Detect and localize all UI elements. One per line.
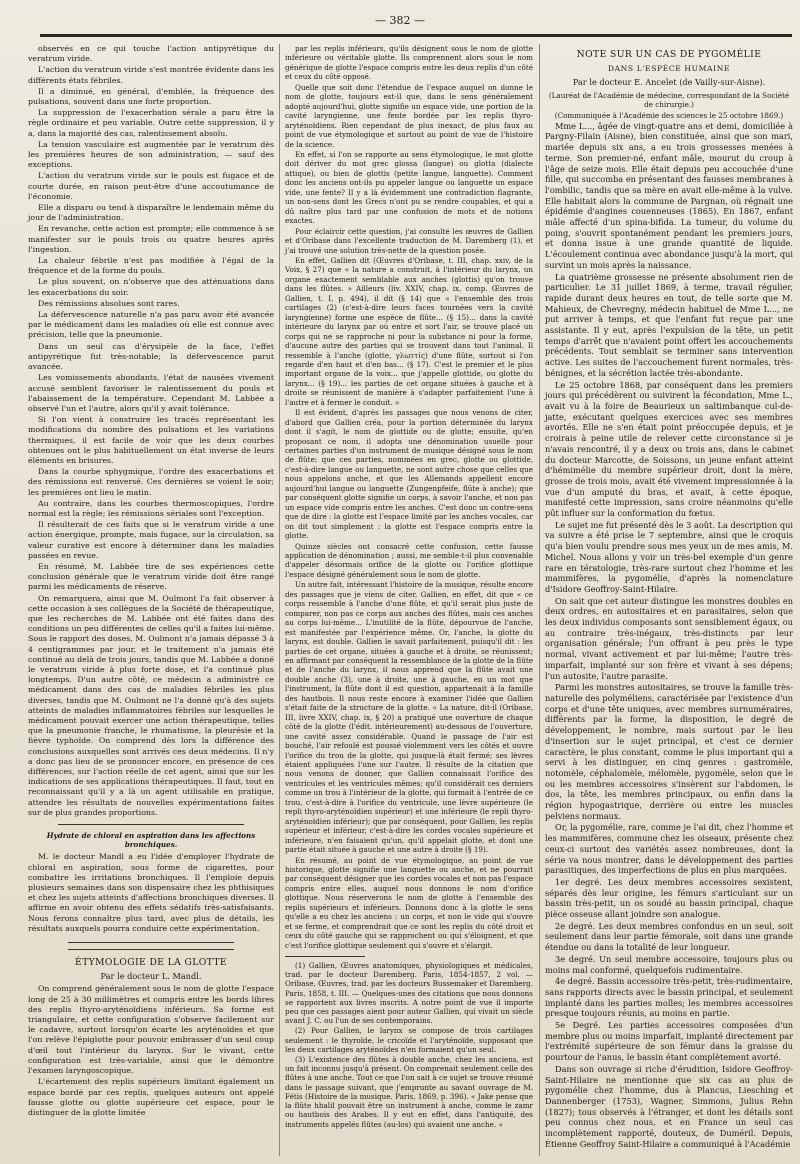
paragraph: 5e Degré. Les parties accessoires composées d'un membre plus ou moins imparfait, implanté directement par l'extrémité supérieure de son fémur dans la graisse du pourtour de l'anus, le bassin étant complètement avorté. (545, 1020, 793, 1063)
section-title-chloral: Hydrate de chloral en aspiration dans les affections bronchiques. (46, 831, 256, 850)
paragraph: On remarquera, ainsi que M. Oulmont l'a fait observer à cette occasion à ses collègues de la Société de thérapeutique, que les recherches de M. Labbée ont été faites dans des conditions un peu différentes de celles qu'il a faites lui-même. Sous le rapport des doses, M. Oulmont n'a jamais dépassé 3 à 4 centigrammes par jour, et le traitement n'a jamais été continué au delà de trois jours, tandis que M. Labbée a donné le veratrum viride à plus forte dose, et l'a continué plus longtemps. D'un autre côté, ce médecin a administré ce médicament dans des cas de maladies fébriles les plus diverses, tandis que M. Oulmont ne l'a donné qu'à des sujets atteints de maladies inflammatoires fébriles sur lesquelles le médicament pouvait exercer une action thérapeutique, telles que la pneumonie franche, le rhumatisme, la pleurésie et la fièvre typhoïde. On comprend dès lors la différence des conclusions auxquelles sont arrivés ces deux médecins. Il n'y a donc pas lieu de se prononcer encore, en présence de ces différences, sur l'action réelle de cet agent, ainsi que sur les indications de ses applications thérapeutiques. Il faut, tout en reconnaissant qu'il y a là un agent utilisable en pratique, attendre les résultats de nouvelles expérimentations faites sur de plus grandes proportions. (28, 593, 274, 817)
footnote-separator (285, 956, 365, 957)
article-title-pygomelie: NOTE SUR UN CAS DE PYGOMÉLIE (576, 49, 762, 60)
article-byline-glotte: Par le docteur L. Mandl. (100, 971, 202, 982)
paragraph: Dans un seul cas d'érysipèle de la face, l'effet antipyrétique fut très-notable; la défervescence parut avancée. (28, 341, 274, 372)
paragraph: La chaleur fébrile n'est pas modifiée à l'égal de la fréquence et de la forme du pouls. (28, 256, 274, 276)
paragraph: Il résulterait de ces faits que si le veratrum viride a une action énergique, prompte, mais fugace, sur la circulation, sa valeur curative est encore à déterminer dans les maladies passées en revue. (28, 520, 274, 560)
paragraph: Quinze siècles ont consacré cette confusion, cette fausse application de dénomination ; aussi, me semble-t-il plus convenable d'appeler désormais orifice de la glotte ou l'orifice glottique l'espace désigné généralement sous le nom de glotte. (285, 541, 533, 579)
paragraph: L'écartement des replis supérieurs limitant également un espace bordé par ces replis, quelques auteurs ont appelé fausse glotte ou glotte supérieure cet espace, pour le distinguer de la glotte limitée (28, 1077, 274, 1117)
paragraph: On sait que cet auteur distingue les monstres doubles en deux ordres, en autositaires et en parasitaires, selon que les deux individus composants sont sensiblement égaux, ou au contraire très-inégaux, très-distincts par leur organisation générale; l'un offrant à peu près le type normal, vivant activement et par lui-même; l'autre très-imparfait, implanté sur son frère et vivant à ses dépens; l'un autosite, l'autre parasite. (545, 595, 793, 681)
paragraph: M. le docteur Mandl a eu l'idée d'employer l'hydrate de chloral en aspiration, sous forme de cigarettes, pour combattre les irritations bronchiques. Il l'emploie depuis plusieurs semaines dans son dispensaire chez les phthisiques et chez les sujets atteints d'affections bronchiques diverses. Il affirme en avoir obtenu des effets sédatifs très-satisfaisants. Nous ferons connaître plus tard, avec plus de détails, les résultats auxquels pourra conduire cette expérimentation. (28, 852, 274, 933)
paragraph: observés en ce qui touche l'action antipyrétique du veratrum viride. (28, 44, 274, 64)
column-1 (28, 44, 274, 1119)
article-subtitle-pygomelie: DANS L'ESPÈCE HUMAINE (607, 63, 731, 73)
paragraph: Le plus souvent, on n'observe que des atténuations dans les exacerbations du soir. (28, 277, 274, 297)
paragraph: Le 25 octobre 1868, par conséquent dans les premiers jours qui précédèrent ou suivirent la fécondation, Mme L., avait vu à la foire de Beaurieux un saltimbanque cul-de-jatte, exécutant quelques exercices avec ses membres avortés. Elle ne s'en était point préoccupée depuis, et je croirais à peine utile de relever cette circonstance si je n'avais rencontré, il y a deux ou trois ans, dans le cabinet du docteur Marcotte, de Soissons, un jeune enfant atteint d'hémimélie du membre supérieur droit, dont la mère, grosse de trois mois, avait été vivement impressionnée à la vue d'un amputé du bras, et avait, à cette époque, manifesté cette impression, sans croire néanmoins qu'elle pût influer sur la conformation du fœtus. (545, 379, 793, 519)
header-rule (40, 34, 792, 37)
paragraph: Mme L..., âgée de vingt-quatre ans et demi, domiciliée à Pargny-Filain (Aisne), bien constituée, ainsi que son mari, mariée depuis six ans, a eu trois grossesses menées à terme. Son premier-né, enfant mâle, mourut du croup à l'âge de seize mois. Elle était depuis peu accouchée d'une fille, qui succomba en présentant des fausses membranes à l'ombilic, tandis que sa mère en avait elle-même à la vulve. Elle habitait alors la commune de Pargnan, où régnait une épidémie d'angines couenneuses (1865). En 1867, enfant mâle affecté d'un spina-bifida. La tumeur, du volume du poing, s'ouvrit spontanément pendant les premiers jours, et donna issue à une grande quantité de liquide. L'écoulement continua avec abondance jusqu'à la mort, qui survint un mois après la naissance. (545, 120, 793, 270)
paragraph: par les replis inférieurs, qu'ils désignent sous le nom de glotte inférieure ou véritable glotte. Ils comprennent alors sous le nom générique de glotte l'espace compris entre les deux replis d'un côté et ceux du côté opposé. (285, 44, 533, 82)
page-number: — 382 — (375, 14, 425, 27)
paragraph: Elle a disparu ou tend à disparaître le lendemain même du jour de l'administration. (28, 203, 274, 223)
paragraph: En revanche, cette action est prompte; elle commence à se manifester sur le pouls trois ou quatre heures après l'ingestion. (28, 224, 274, 254)
paragraph: En effet, si l'on se rapporte au sens étymologique, le mot glotte doit dériver du mot grec glossa (langue) ou glotta (dialecte attique), ou bien de glottis (petite langue, languette). Comment donc les anciens ont-ils pu appeler langue ou languette un espace vide, une fente? Il y a là évidemment une contradiction flagrante, un non-sens dont les Grecs n'ont pu se rendre coupables, et qui a dû naître plus tard par une confusion de mots et de notions exactes. (285, 149, 533, 226)
paragraph: La tension vasculaire est augmentée par le veratrum dès les premières heures de son administration, — sauf des exceptions. (28, 139, 274, 170)
paragraph: Or, la pygomélie, rare, comme je l'ai dit, chez l'homme et les mammifères, commune chez les oiseaux, présente chez ceux-ci surtout des variétés assez nombreuses, dont la série va nous montrer, dans le développement des parties parasitiques, des imperfections de plus en plus marquées. (545, 822, 793, 876)
paragraph: La quatrième grossesse ne présente absolument rien de particulier. Le 31 juillet 1869, à terme, travail régulier, rapide durant deux heures en tout, de telle sorte que M. Mahieux, de Chevregny, médecin habituel de Mme L..., ne put arriver à temps, et que l'enfant fut reçue par une assistante. Il y eut, après l'expulsion de la tête, un petit temps d'arrêt que n'avaient point offert les accouchements précédents. Tout semblait se terminer sans intervention active. Les suites de l'accouchement furent normales, très-bénignes, et la sécrétion lactée très-abondante. (545, 271, 793, 378)
paragraph: (1) Gallien, Œuvres anatomiques, physiologiques et médicales, trad. par le docteur Daremberg. Paris, 1854-1857, 2 vol. — Oribase, Œuvres, trad. par les docteurs Bussemaker et Daremberg. Paris, 1858, t. III. — Quelques-unes des citations que nous donnons se rapportent aux livres inscrits. A notre point de vue il importe peu que ces passages aient pour auteur Gallien, qui vivait un siècle avant J. C. ou l'un de ses contemporains. (285, 961, 533, 1026)
paragraph: Il est évident, d'après les passages que nous venons de citer, d'abord que Gallien créa, pour la portion déterminée du larynx dont il s'agit, le nom de glottide ou de glotte; ensuite, qu'en proposant ce nom, il adopta une dénomination usuelle pour certaines parties d'un instrument de musique désigné sous le nom de flûte; que ces parties, nommées en grec, glotte ou glottide, c'est-à-dire langue ou languette, ne sont autre chose que celles que nous appelons anche, et que les Allemands appellent encore aujourd'hui langue ou languette (Zungenpfeife, flûte à anche); que par conséquent glotte signifie un corps, à savoir l'anche, et non pas un espace vide compris entre les anches. C'est donc un contre-sens que de dire : la glotte est l'espace limité par les anches vocales, car on dit tout simplement : la glotte est l'espace compris entre la glotte. (285, 408, 533, 541)
paragraph: Quelle que soit donc l'étendue de l'espace auquel on donne le nom de glotte, toujours est-il que, dans le sens généralement adopté aujourd'hui, glotte signifie un espace vide, une portion de la cavité laryngienne, une fente bordée par les replis thyro-aryténoïdiens. Rien cependant de plus inexact, de plus faux au point de vue étymologique et surtout au point de vue de l'histoire de la science. (285, 82, 533, 149)
paragraph: En résumé, au point de vue étymologique, au point de vue historique, glotte signifie une languette ou anche, et ne pourrait par conséquent désigner que les cordes vocales et non pas l'espace compris entre elles, auquel nous donnons le nom d'orifice glottique. Nous réserverons le nom de glotte à l'ensemble des replis supérieurs et inférieurs. Donnons donc à la glotte le sens qu'elle a eu chez les anciens : un corps, et non le vide qui s'ouvre et se ferme, et comprendrait que ce sont les replis du côté droit et ceux du côté gauche qui se rapprochent ou qui s'éloignent, et que c'est l'orifice glottique seulement qui s'ouvre et s'élargit. (285, 855, 533, 950)
paragraph: L'action du veratrum viride sur le pouls est fugace et de courte durée, en raison peut-être d'une accoutumance de l'économie. (28, 171, 274, 201)
paragraph: 1er degré. Les deux membres accessoires sexistent, séparés dès leur origine, les fémurs s'articulant sur un bassin très-petit, un os soudé au bassin principal, chaque pièce osseuse allant joindre son analogue. (545, 876, 793, 920)
column-2 (285, 44, 533, 1130)
paragraph: L'action du veratrum viride s'est montrée évidente dans les différents états fébriles. (28, 65, 274, 85)
paragraph: Un autre fait, intéressant l'histoire de la musique, résulte encore des passages que je viens de citer, Gallien, en effet, dit que « ce corps ressemble à l'anche d'une flûte, et qu'il serait plus juste de comparer, non pas ce corps aux anches des flûtes, mais ces anches au corps lui-même... L'inutilité de la flûte, dépourvue de l'anche, est manifestée par l'expérience même. Or, l'anche, la glotte du larynx, est double. Gallien le savait parfaitement, puisqu'il dit : les parties de cet organe, situées à gauche et à droite, se réunissent; en affirmant par conséquent la ressemblance de la glotte de la flûte et de l'anche du larynx, il nous apprend que la flûte avait une double anche (3), une à droite, une à gauche, en un mot que l'instrument, la flûte dont il est question, appartenait à la famille des hautbois. Il nous reste encore à examiner l'idée que Gallien s'était faite de la structure de la glotte. « La nature, dit-il (Oribase, III, livre XXIV, chap. ix, § 20) a pratiqué une ouverture de chaque côté de la glotte (l'édit. intérieurement) au-dessous de l'ouverture, une cavité assez considérable. Quand le passage de l'air est bouché, l'air refoulé est poussé violemment vers les côtés et ouvre l'orifice du trou de la glotte, qui jusque-là était fermé; ses lèvres étaient appliquées l'une sur l'autre. Il résulte de la citation que nous venons de donner, que Gallien connaissait l'orifice des ventricules et les ventricules mêmes; qu'il considérait ces derniers comme un trou à l'intérieur de la glotte, qui formait à l'entrée de ce trou, c'est-à-dire à l'orifice du ventricule, une lèvre supérieure (le repli thyro-aryténoïdien supérieur) et une inférieure (le repli thyro-aryténoïdien inférieur); que par conséquent, pour Gallien, les replis supérieur et inférieur, c'est-à-dire les cordes vocales supérieure et inférieure, n'en faisaient qu'un, qu'il appelait glotte, et dont une partie était située à gauche et une autre à droite (§ 19). (285, 580, 533, 855)
col1-paragraphs-a (28, 44, 274, 818)
column-3 (545, 44, 793, 1151)
paragraph: Dans la courbe sphygmique, l'ordre des exacerbations et des rémissions est renversé. Ces dernières se voient le soir; les premières ont lieu le matin. (28, 467, 274, 497)
article-title-glotte: ÉTYMOLOGIE DE LA GLOTTE (74, 957, 228, 969)
paragraph: (3) L'existence des flûtes à double anche, chez les anciens, est un fait inconnu jusqu'à présent. On comprenait seulement celle des flûtes à une anche. Tout ce que l'on sait à ce sujet se trouve résumé dans le passage suivant, que j'emprunte au savant ouvrage de M. Fétis (Histoire de la musique. Paris, 1869, p. 396). « Jake pense que la flûte hhalil pouvait être un instrument à anche, comme le zamr ou hautbois des Arabes. Il y eut en effet, dans l'antiquité, des instruments appelés flûtes (au-los) qui avaient une anche. » (285, 1055, 533, 1129)
paragraph: (2) Pour Gallien, le larynx se compose de trois cartilages seulement : le thyroïde, le cricoïde et l'aryténoïde, supposant que les deux cartilages aryténoïdes n'en formaient qu'un seul. (285, 1026, 533, 1054)
paragraph: 2e degré. Les deux membres confondus en un seul, soit seulement dans leur partie fémorale, soit dans une grande étendue ou dans la totalité de leur longueur. (545, 920, 793, 953)
col3-paragraphs (545, 121, 793, 1150)
col2-paragraphs (285, 44, 533, 950)
column-separator (539, 44, 540, 1156)
article-byline-pygomelie: Par le docteur E. Ancelet (de Vailly-sur-Aisne). (572, 77, 766, 88)
paragraph: Il a diminué, en général, d'emblée, la fréquence des pulsations, souvent dans une forte proportion. (28, 86, 274, 107)
paragraph: La suppression de l'exacerbation sérale a paru être la règle ordinaire et peu variable. Outre cette suppression, il y a, dans la majorité des cas, ralentissement absolu. (28, 108, 274, 138)
communication-note: (Communiquée à l'Académie des sciences le 25 octobre 1869.) (554, 110, 784, 120)
paragraph: Dans son ouvrage si riche d'érudition, Isidore Geoffroy-Saint-Hilaire ne mentionne que six cas au plus de pygomélie chez l'homme, dus à Plancus, Liesching et Dannenberger (1753), Wagner, Simmons, Julius Rehn (1827); tous observés à l'étranger, et dont les détails sont peu connus chez nous, et en France un seul cas incomplètement rapporté, douteux, de Duméril. Depuis, Étienne Geoffroy Saint-Hilaire a communiqué à l'Académie (545, 1063, 793, 1149)
paragraph: Au contraire, dans les courbes thermoscopiques, l'ordre normal est la règle; les rémissions sériales sont l'exception. (28, 498, 274, 518)
paragraph: 4e degré. Bassin accessoire très-petit, très-rudimentaire, sans rapports directs avec le bassin principal, et seulement implanté dans les parties molles; les membres accessoires presque toujours réunis, au moins en partie. (545, 976, 793, 1019)
section-divider (58, 824, 244, 825)
col1-paragraphs-c (28, 984, 274, 1118)
paragraph: 3e degré. Un seul membre accessoire, toujours plus ou moins mal conformé, quelquefois rudimentaire. (545, 953, 793, 975)
paragraph: En résumé, M. Labbée tire de ses expériences cette conclusion générale que le veratrum viride doit être rangé parmi les médicaments de réserve. (28, 561, 274, 592)
page-header (0, 0, 800, 40)
paragraph: Si l'on vient à construire les tracés représentant les modifications du nombre des pulsations et les variations thermiques, il est facile de voir que les deux courbes obtenues ont le plus habituellement un état inverse de leurs éléments en brisures. (28, 415, 274, 465)
paragraph: Parmi les monstres autositaires, se trouve la famille très-naturelle des polyméliens, caractérisée par l'existence d'un corps et d'une tête uniques, avec membres surnuméraires, différents par la forme, la disposition, le degré de développement, le nombre, mais surtout par le lieu d'insertion sur le sujet principal, et c'est ce dernier caractère, le plus constant, comme le plus important qui a servi à les distinguer, en cinq genres : gastromèle, notomèle, céphalomèle, mélomèle, pygomèle, selon que le ou les membres accessoires s'insèrent sur l'abdomen, le dos, la tête, les membres principaux, ou enfin dans la région hypogastrique, derrière ou entre les muscles pelviens normaux. (545, 682, 793, 821)
article-divider (68, 942, 234, 950)
col1-paragraphs-b (28, 852, 274, 934)
paragraph: Le sujet me fut présenté dès le 3 août. La description qui va suivre a été prise le 7 septembre, ainsi que le croquis qu'a bien voulu prendre sous mes yeux un de mes amis, M. Michel. Nous allons y voir un très-bel exemple d'un genre rare en tératologie, très-rare surtout chez l'homme et les mammifères, la pygomélie, d'après la nomenclature d'Isidore Geoffroy-Saint-Hilaire. (545, 519, 793, 594)
paragraph: Pour éclaircir cette question, j'ai consulté les œuvres de Gallien et d'Oribase dans l'excellente traduction de M. Daremberg (1), et j'ai trouvé une solution très-nette de la question posée. (285, 226, 533, 255)
paragraph: On comprend généralement sous le nom de glotte l'espace long de 25 à 30 millimètres et compris entre les bords libres des replis thyro-aryténoïdiens inférieurs. Sa forme est triangulaire, et cette configuration s'observe facilement sur le cadavre, surtout lorsqu'on écarte les aryténoïdes et que l'on relève l'épiglotte pour pouvoir embrasser d'un seul coup d'œil tout l'intérieur du larynx. Sur le vivant, cette configuration est très-variable, ainsi que le démontre l'examen laryngoscopique. (28, 984, 274, 1076)
paragraph: La défervescence naturelle n'a pas paru avoir été avancée par le médicament dans les maladies où elle est connue avec précision, telle que la pneumonie. (28, 310, 274, 340)
paragraph: Les vomissements abondants, l'état de nausées vivement accusé semblent favoriser le ralentissement du pouls et l'abaissement de la température. Cependant M. Labbée a observé l'un et l'autre, alors qu'il y avait tolérance. (28, 373, 274, 413)
paragraph: Des rémissions absolues sont rares. (38, 298, 180, 308)
author-affiliation: (Lauréat de l'Académie de médecine, correspondant de la Société de chirurgie.) (548, 91, 790, 110)
paragraph: En effet, Gallien dit (Œuvres d'Oribase, t. III, chap. xxiv, de la Voix, § 27) que « la nature a construit, à l'intérieur du larynx, un organe exactement semblable aux anches (glottis) qu'on trouve dans les flûtes. » Ailleurs (liv. XXIV, chap. ix, comp. Œuvres de Gallien, t. I, p. 494), il dit (§ 14) que « l'ensemble des trois cartilages (2) (c'est-à-dire leurs faces tournées vers la cavité laryngienne) forme une espèce de flûte... (§ 15)... dans la cavité intérieure du larynx par où entre et sort l'air, se trouve placé un corps qui ne se rapproche ni pour la substance ni pour la forme, d'aucune autre des parties qui se trouvent dans tout l'animal. Il ressemble à l'anche (glotte, γλωττίς) d'une flûte, surtout si l'on regarde d'en haut et d'en bas... (§ 17). C'est le premier et le plus important organe de la voix... que j'appelle glottide, ou glotte du larynx... (§ 19)... les parties de cet organe situées à gauche et à droite se réunissent de manière à s'adapter parfaitement l'une à l'autre et à fermer le conduit. » (285, 255, 533, 407)
col2-footnotes (285, 961, 533, 1129)
column-separator (279, 44, 280, 1156)
